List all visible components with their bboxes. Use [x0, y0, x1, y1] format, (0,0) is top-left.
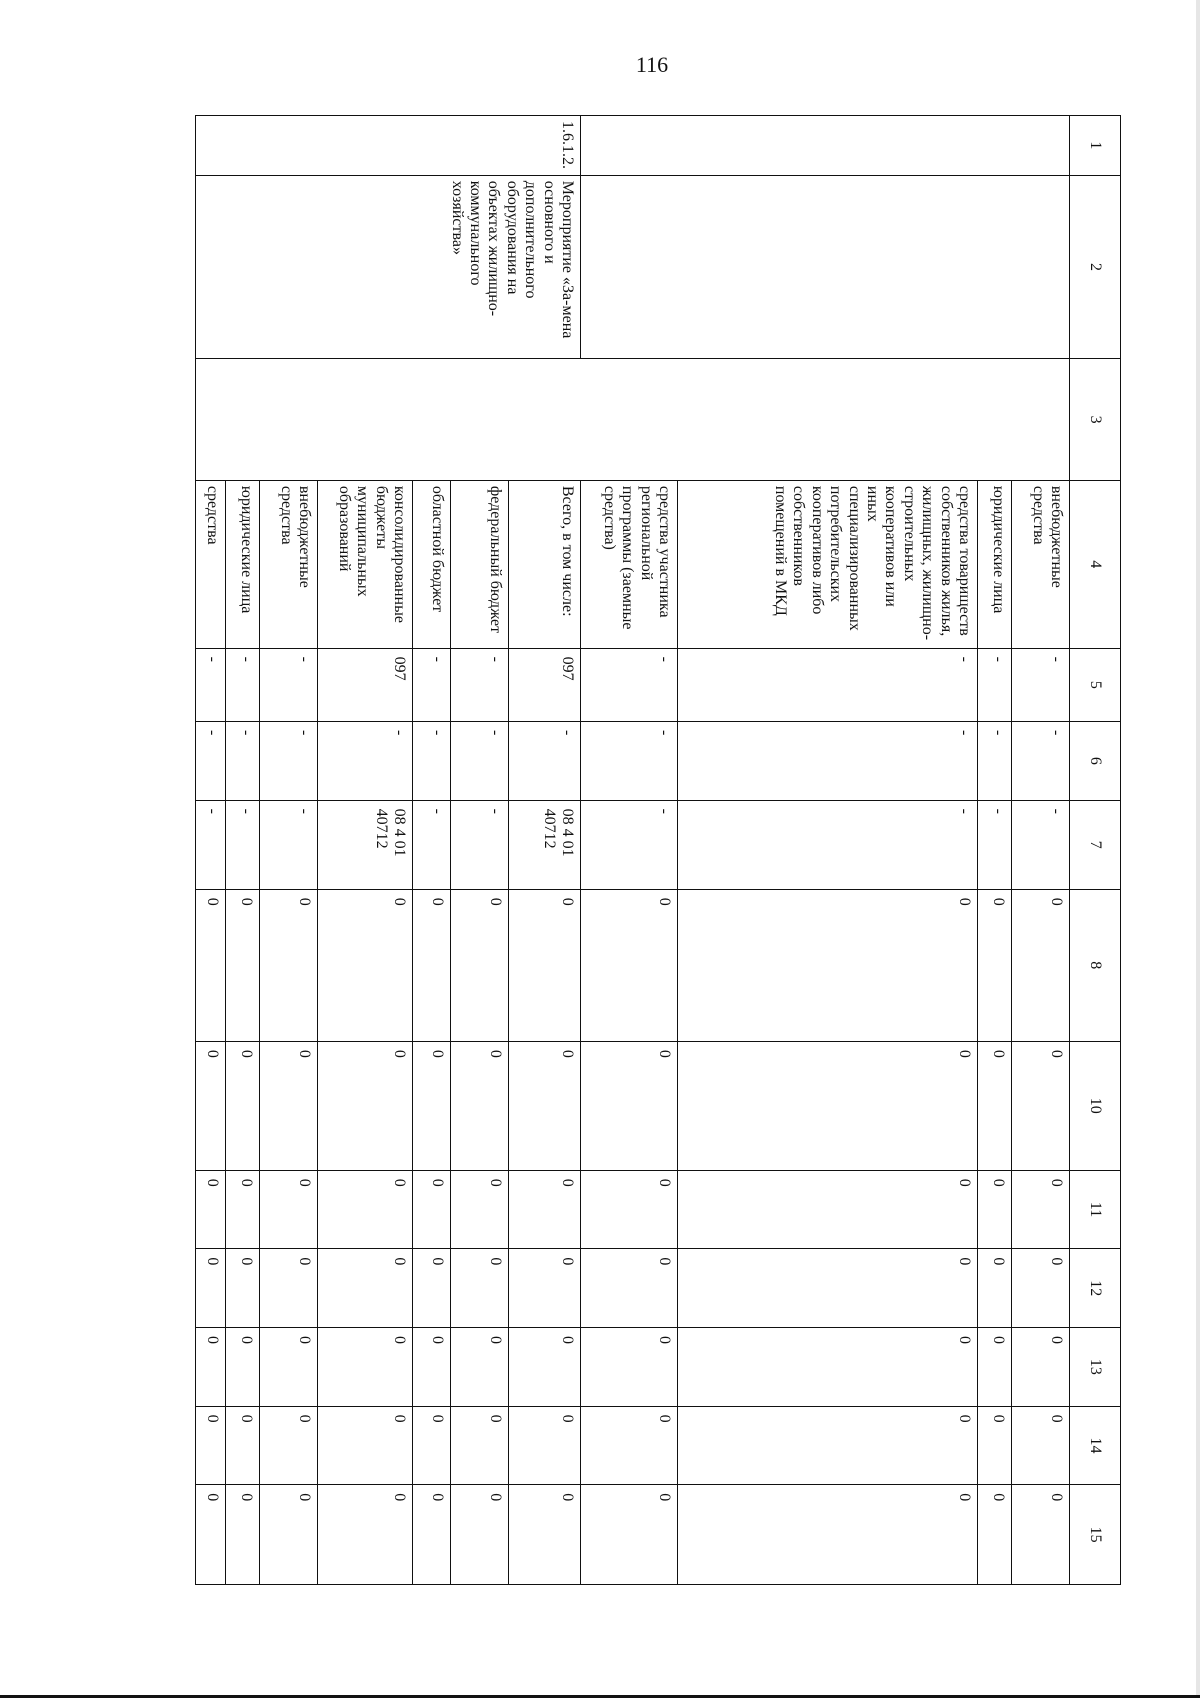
value-cell: 0	[226, 1249, 260, 1328]
value-cell: 0	[678, 1406, 978, 1485]
value-cell: 097	[509, 648, 581, 721]
funding-source-cell: юридические лица	[978, 480, 1012, 648]
value-cell: 0	[678, 1041, 978, 1170]
value-cell: 0	[196, 1249, 226, 1328]
value-cell: 0	[678, 889, 978, 1041]
value-cell: 0	[196, 1041, 226, 1170]
value-cell: -	[413, 722, 451, 801]
header-cell: 12	[1070, 1249, 1121, 1328]
value-cell: 0	[413, 1249, 451, 1328]
value-cell: -	[226, 722, 260, 801]
value-cell: 0	[1012, 889, 1070, 1041]
value-cell: 0	[226, 1041, 260, 1170]
value-cell: 097	[318, 648, 413, 721]
header-cell: 4	[1070, 480, 1121, 648]
header-cell: 11	[1070, 1170, 1121, 1249]
funding-source-cell: юридические лица	[226, 480, 260, 648]
value-cell: 0	[196, 1328, 226, 1407]
value-cell: -	[678, 648, 978, 721]
value-cell: 0	[318, 1406, 413, 1485]
value-cell: 0	[196, 1485, 226, 1585]
value-cell: 0	[678, 1328, 978, 1407]
value-cell: 0	[196, 1170, 226, 1249]
value-cell: 08 4 01 40712	[318, 800, 413, 889]
value-cell: -	[260, 800, 318, 889]
value-cell: -	[1012, 722, 1070, 801]
funding-source-cell: средства	[196, 480, 226, 648]
value-cell: 0	[260, 1328, 318, 1407]
value-cell: 0	[226, 1170, 260, 1249]
value-cell: 0	[260, 1041, 318, 1170]
value-cell: 0	[451, 1170, 509, 1249]
header-cell: 5	[1070, 648, 1121, 721]
value-cell: 0	[581, 1249, 678, 1328]
value-cell: 0	[318, 889, 413, 1041]
value-cell: -	[196, 648, 226, 721]
value-cell: 0	[318, 1485, 413, 1585]
page-number: 116	[635, 52, 669, 77]
value-cell: -	[226, 800, 260, 889]
funding-source-cell: внебюджетные средства	[1012, 480, 1070, 648]
value-cell: 0	[978, 1328, 1012, 1407]
value-cell: 0	[451, 1328, 509, 1407]
value-cell: -	[196, 722, 226, 801]
value-cell: -	[226, 648, 260, 721]
value-cell: 0	[413, 1328, 451, 1407]
value-cell: -	[451, 800, 509, 889]
budget-table	[195, 115, 1121, 1585]
value-cell: 0	[581, 1485, 678, 1585]
value-cell: -	[318, 722, 413, 801]
value-cell: 0	[1012, 1406, 1070, 1485]
value-cell: 0	[413, 1041, 451, 1170]
value-cell: 0	[1012, 1041, 1070, 1170]
value-cell: -	[196, 800, 226, 889]
value-cell: -	[978, 722, 1012, 801]
funding-source-cell: консолидированные бюджеты муниципальных образований	[318, 480, 413, 648]
header-cell: 7	[1070, 800, 1121, 889]
value-cell: 0	[318, 1170, 413, 1249]
table-row	[1012, 116, 1070, 1585]
value-cell: 0	[226, 1328, 260, 1407]
value-cell: -	[678, 722, 978, 801]
value-cell: -	[509, 722, 581, 801]
value-cell: -	[260, 722, 318, 801]
value-cell: -	[260, 648, 318, 721]
table-row	[509, 116, 581, 1585]
value-cell: 0	[581, 1328, 678, 1407]
value-cell: -	[581, 648, 678, 721]
activity-name-cell	[581, 175, 1070, 358]
funding-source-cell: Всего, в том числе:	[509, 480, 581, 648]
value-cell: 0	[451, 889, 509, 1041]
value-cell: -	[413, 800, 451, 889]
value-cell: 0	[509, 1406, 581, 1485]
value-cell: 0	[678, 1249, 978, 1328]
value-cell: -	[413, 648, 451, 721]
value-cell: 0	[260, 889, 318, 1041]
header-cell: 6	[1070, 722, 1121, 801]
value-cell: 0	[509, 1041, 581, 1170]
header-cell: 2	[1070, 175, 1121, 358]
value-cell: 0	[509, 1249, 581, 1328]
funding-source-cell: областной бюджет	[413, 480, 451, 648]
value-cell: 0	[678, 1485, 978, 1585]
row-number-cell	[581, 116, 1070, 176]
value-cell: 0	[451, 1485, 509, 1585]
value-cell: 0	[318, 1328, 413, 1407]
value-cell: 0	[226, 1406, 260, 1485]
header-cell: 3	[1070, 359, 1121, 481]
value-cell: 0	[1012, 1170, 1070, 1249]
activity-name-cell: Мероприятие «За-мена основного и дополнительного оборудования на объектах жилищно-коммунального хозяйства»	[196, 175, 581, 358]
value-cell: 0	[1012, 1249, 1070, 1328]
value-cell: 0	[413, 1170, 451, 1249]
header-cell: 1	[1070, 116, 1121, 176]
value-cell: 0	[226, 889, 260, 1041]
value-cell: 0	[978, 1249, 1012, 1328]
value-cell: 0	[318, 1041, 413, 1170]
value-cell: 0	[413, 1406, 451, 1485]
value-cell: 0	[451, 1041, 509, 1170]
value-cell: -	[978, 648, 1012, 721]
value-cell: 0	[260, 1406, 318, 1485]
value-cell: 0	[451, 1249, 509, 1328]
value-cell: 0	[509, 1170, 581, 1249]
value-cell: 0	[978, 1041, 1012, 1170]
value-cell: -	[451, 648, 509, 721]
value-cell: 0	[978, 1406, 1012, 1485]
funding-source-cell: федеральный бюджет	[451, 480, 509, 648]
value-cell: 08 4 01 40712	[509, 800, 581, 889]
value-cell: -	[451, 722, 509, 801]
value-cell: 0	[1012, 1328, 1070, 1407]
value-cell: 0	[1012, 1485, 1070, 1585]
value-cell: 0	[226, 1485, 260, 1585]
funding-source-cell: средства товариществ собственников жилья, жилищных, жилищно-строительных кооперативов или иных специализированных потребительских кооперативов либо собственников помещений в МКД	[678, 480, 978, 648]
value-cell: -	[1012, 800, 1070, 889]
row-number-cell: 1.6.1.2.	[196, 116, 581, 176]
value-cell: 0	[413, 1485, 451, 1585]
value-cell: 0	[318, 1249, 413, 1328]
value-cell: 0	[978, 1170, 1012, 1249]
value-cell: -	[678, 800, 978, 889]
value-cell: 0	[451, 1406, 509, 1485]
scan-edge	[1196, 0, 1200, 1698]
header-cell: 10	[1070, 1041, 1121, 1170]
header-cell: 8	[1070, 889, 1121, 1041]
funding-source-cell: внебюджетные средства	[260, 480, 318, 648]
value-cell: 0	[260, 1249, 318, 1328]
value-cell: -	[978, 800, 1012, 889]
header-cell: 15	[1070, 1485, 1121, 1585]
value-cell: 0	[581, 1041, 678, 1170]
value-cell: 0	[509, 889, 581, 1041]
value-cell: 0	[196, 889, 226, 1041]
value-cell: -	[581, 800, 678, 889]
value-cell: -	[1012, 648, 1070, 721]
value-cell: 0	[413, 889, 451, 1041]
value-cell: -	[581, 722, 678, 801]
value-cell: 0	[581, 889, 678, 1041]
executor-cell	[196, 359, 1070, 481]
value-cell: 0	[260, 1170, 318, 1249]
value-cell: 0	[581, 1170, 678, 1249]
header-cell: 13	[1070, 1328, 1121, 1407]
value-cell: 0	[509, 1485, 581, 1585]
value-cell: 0	[260, 1485, 318, 1585]
value-cell: 0	[196, 1406, 226, 1485]
funding-source-cell: средства участника региональной программы (заемные средства)	[581, 480, 678, 648]
value-cell: 0	[978, 889, 1012, 1041]
value-cell: 0	[581, 1406, 678, 1485]
value-cell: 0	[509, 1328, 581, 1407]
value-cell: 0	[678, 1170, 978, 1249]
value-cell: 0	[978, 1485, 1012, 1585]
header-row	[1070, 116, 1121, 1585]
header-cell: 14	[1070, 1406, 1121, 1485]
